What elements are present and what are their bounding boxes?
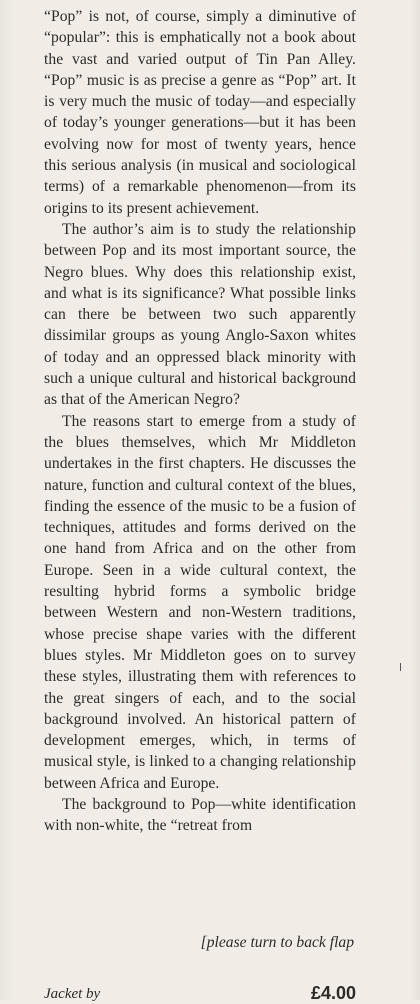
fold-mark [400,663,401,671]
paragraph-1: “Pop” is not, of course, simply a diminutive of “popular”: this is emphatically not a book about the vast and varied output of Tin Pan Alley. “Pop” music is as precise a genre as “Pop” art. It is very much the music of today—and especially of today’s younger generations—but it has been evolving now for most of twenty years, hence this serious analysis (in musical and sociological terms) of a remarkable phenomenon—from its origins to its present achievement. [44,8,356,217]
paragraph-4: The background to Pop—white identification with non-white, the “retreat from [44,795,356,835]
jacket-credit: Jacket by [44,986,101,1002]
flap-text [44,6,356,837]
continued-note: [please turn to back flap [200,934,354,951]
paragraph-3: The reasons start to emerge from a study of the blues themselves, which Mr Middleton undertakes in the first chapters. He discusses the nature, function and cultural context of the blues, finding the essence of the music to be a fusion of techniques, attitudes and forms derived on the one hand from Africa and on the other from Europe. Seen in a wide cultural context, the resulting hybrid forms a symbolic bridge between Western and non-Western traditions, whose precise shape varies with the different blues styles. Mr Middleton goes on to survey these styles, illustrating them with references to the great singers of each, and to the social background involved. An historical pattern of development emerges, which, in terms of musical style, is linked to a changing relationship between Africa and Europe. [44,412,356,792]
price-label: £4.00 [310,983,356,1003]
paragraph-2: The author’s aim is to study the relationship between Pop and its most important source, the Negro blues. Why does this relationship exist, and what is its significance? What possible links can there be between two such apparently dissimilar groups as young Anglo-Saxon whites of today and an oppressed black minority with such a unique cultural and historical background as that of the American Negro? [44,220,356,409]
